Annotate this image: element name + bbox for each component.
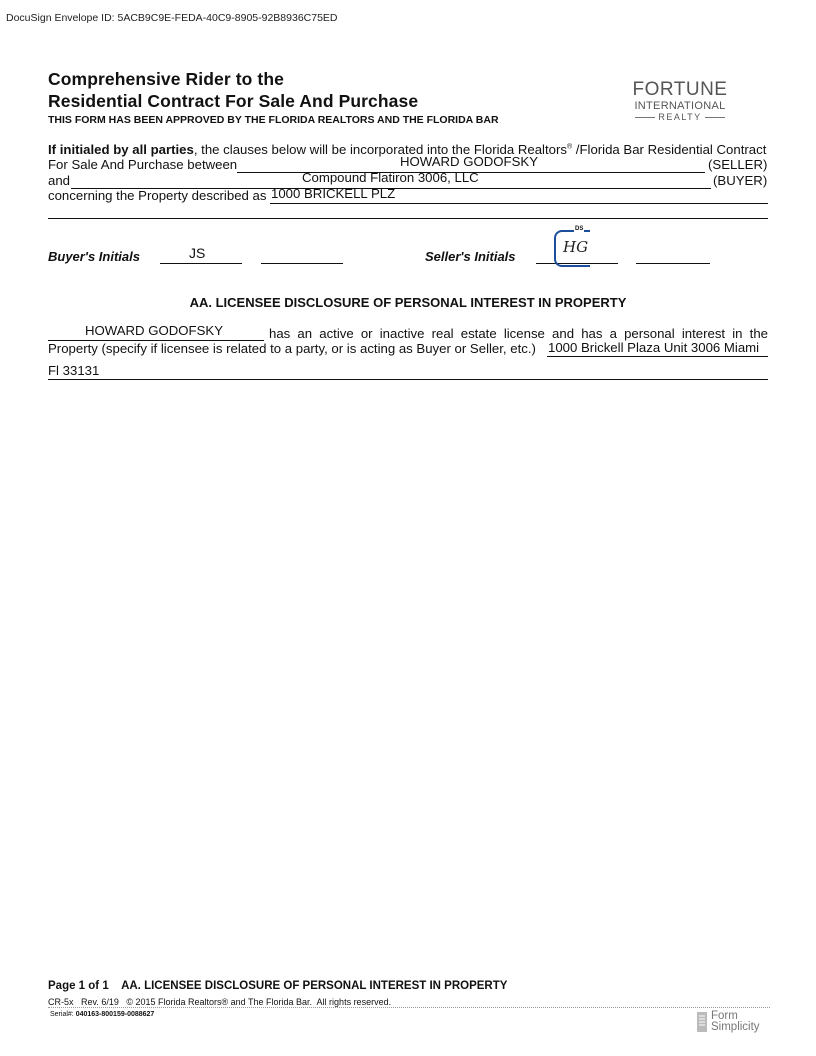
seller-initials-line-2 (636, 263, 710, 264)
intro-bold-lead: If initialed by all parties (48, 142, 194, 157)
detail-underline-2 (48, 379, 768, 380)
property-underline-2 (48, 218, 768, 219)
footer-page-title: Page 1 of 1 AA. LICENSEE DISCLOSURE OF PERSONAL INTEREST IN PROPERTY (48, 980, 508, 992)
seller-initials-label: Seller's Initials (425, 249, 516, 264)
detail-underline-1 (547, 356, 768, 357)
footer-divider (48, 1007, 770, 1008)
brand-line1: Form (711, 1010, 738, 1022)
serial-value: 040163-800159-0088627 (75, 1011, 155, 1018)
seller-initials-signature: HG (563, 238, 589, 256)
intro-line4-prefix: concerning the Property described as (48, 188, 267, 203)
registered-mark: ® (566, 143, 573, 151)
buyer-initials-label: Buyer's Initials (48, 249, 140, 264)
buyer-initials-field[interactable]: JS (189, 245, 206, 261)
footer-serial (50, 1011, 154, 1018)
intro-line2-prefix: For Sale And Purchase between (48, 157, 238, 172)
logo-realty-text: REALTY (658, 112, 702, 122)
brand-line2: Simplicity (711, 1021, 760, 1033)
formsimplicity-logo (696, 1011, 760, 1033)
property-underline (270, 203, 768, 204)
docusign-envelope-id: DocuSign Envelope ID: 5ACB9C9E-FEDA-40C9-8905-92B8936C75ED (6, 12, 338, 24)
licensee-name-field[interactable]: HOWARD GODOFSKY (85, 323, 223, 338)
buyer-initials-line-1 (160, 263, 242, 264)
licensee-text-line2: Property (specify if licensee is related to a party, or is acting as Buyer or Seller, etc.) (48, 341, 536, 356)
formsimplicity-text (711, 1011, 760, 1033)
logo-line1: FORTUNE (632, 79, 728, 100)
intro-text-b: /Florida Bar Residential Contract (572, 142, 767, 157)
buyer-initials-line-2 (261, 263, 343, 264)
seller-name-field[interactable]: HOWARD GODOFSKY (400, 154, 538, 169)
approval-notice: THIS FORM HAS BEEN APPROVED BY THE FLORIDA REALTORS AND THE FLORIDA BAR (48, 114, 499, 126)
section-heading: AA. LICENSEE DISCLOSURE OF PERSONAL INTEREST IN PROPERTY (189, 295, 627, 310)
detail-line2-field[interactable]: Fl 33131 (48, 363, 100, 378)
intro-text-a: , the clauses below will be incorporated into the Florida Realtors (193, 142, 567, 157)
document-icon (696, 1011, 708, 1033)
property-field[interactable]: 1000 BRICKELL PLZ (271, 186, 396, 201)
intro-line3-prefix: and (48, 173, 71, 188)
logo-line3 (628, 112, 732, 123)
fortune-realty-logo (628, 80, 732, 123)
docusign-ds-tag: DS (575, 226, 584, 232)
footer-revision: CR-5x Rev. 6/19 © 2015 Florida Realtors® and The Florida Bar. All rights reserved. (48, 997, 392, 1007)
seller-tag: (SELLER) (708, 157, 768, 172)
buyer-tag: (BUYER) (713, 173, 768, 188)
detail-line1-field[interactable]: 1000 Brickell Plaza Unit 3006 Miami (548, 340, 760, 355)
licensee-text-line1: has an active or inactive real estate license and has a personal interest in the (269, 326, 768, 341)
serial-label: Serial#: (50, 1011, 74, 1018)
form-title-line1: Comprehensive Rider to the (48, 69, 284, 89)
form-title-line2: Residential Contract For Sale And Purchase (48, 91, 419, 111)
buyer-name-field[interactable]: Compound Flatiron 3006, LLC (302, 170, 479, 185)
logo-line2: INTERNATIONAL (634, 100, 726, 112)
